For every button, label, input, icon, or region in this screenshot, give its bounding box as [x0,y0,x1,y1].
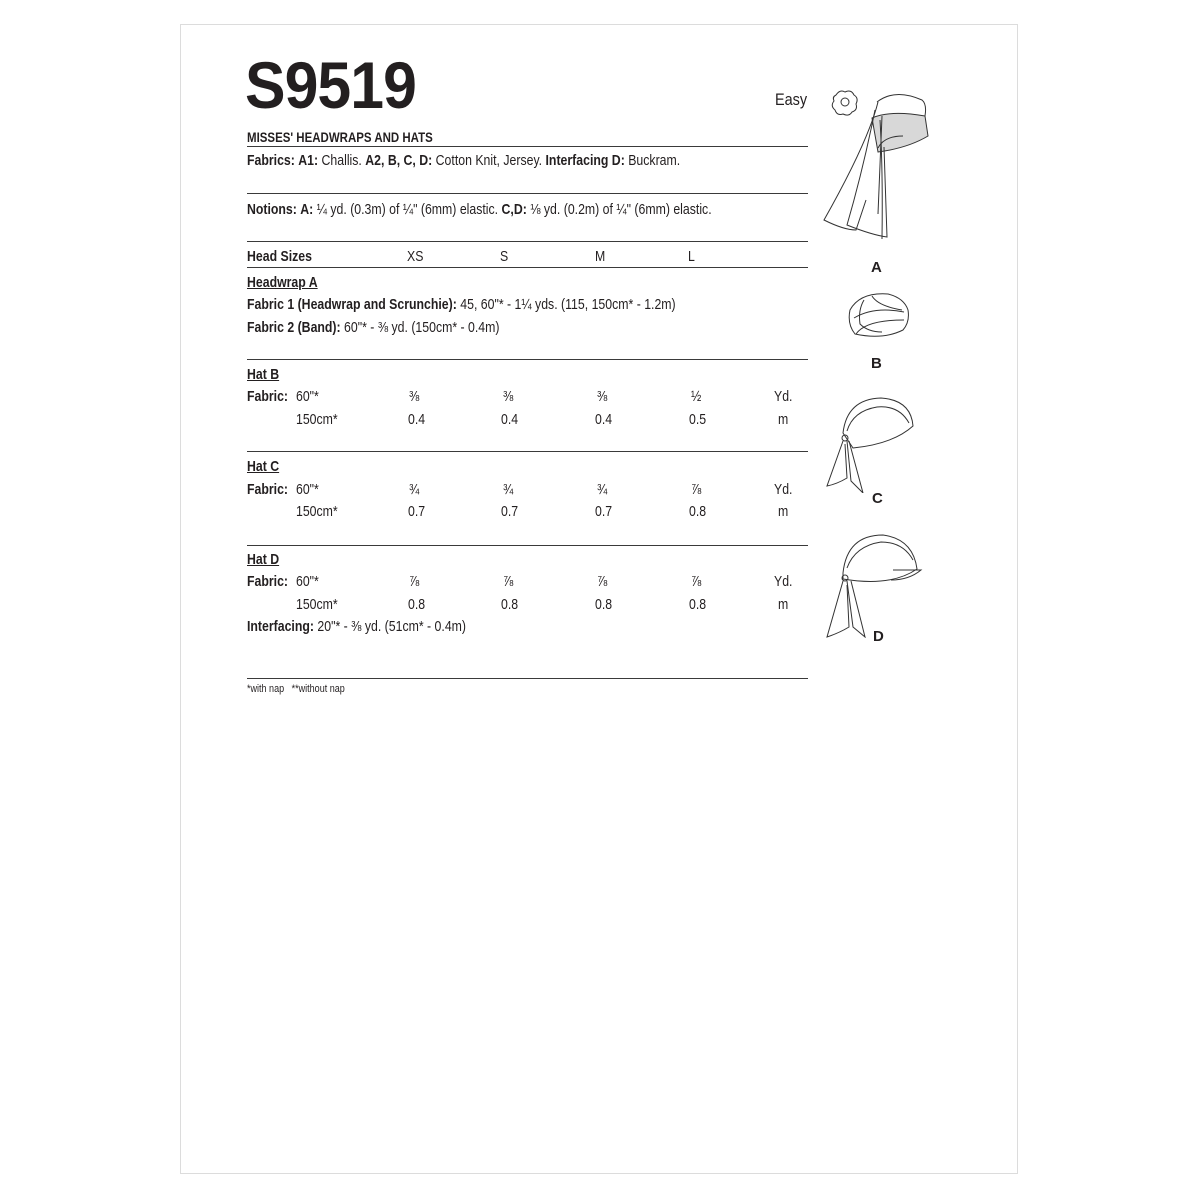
hat-d-width-150: 150cm* [296,596,338,613]
pattern-number: S9519 [245,48,416,122]
hat-d-yd-m: ⅞ [597,573,608,590]
illustration-label-a: A [871,259,882,276]
hat-b-m-l: 0.5 [689,411,707,428]
hat-c-yd-xs: ¾ [409,481,420,498]
size-xs: XS [407,248,424,265]
hat-d-illustration-icon [825,528,925,638]
fabrics-interfacing-label: Interfacing D: [545,152,625,169]
divider [247,359,808,360]
hat-c-fabric-label: Fabric: [247,481,289,498]
illustration-label-c: C [872,490,883,507]
hat-d-fabric-label: Fabric: [247,573,289,590]
hat-d-m-l: 0.8 [689,596,707,613]
fabrics-others-label: A2, B, C, D: [365,152,433,169]
fabric2-value: 60"* - ⅜ yd. (150cm* - 0.4m) [344,319,500,336]
hat-b-m-unit: m [778,411,789,428]
hat-d-heading: Hat D [247,551,280,568]
scrunchie-icon [832,91,857,115]
fabrics-interfacing-value: Buckram. [628,152,681,169]
illustration-label-d: D [873,628,884,645]
divider [247,193,808,194]
notions-a-value: ¼ yd. (0.3m) of ¼" (6mm) elastic. [316,201,499,218]
hat-d-yd-unit: Yd. [774,573,793,590]
hat-c-m-s: 0.7 [501,503,519,520]
hat-b-illustration-icon [842,290,912,345]
hat-b-width-60: 60"* [296,388,319,405]
pattern-title: MISSES' HEADWRAPS AND HATS [247,129,433,145]
hat-b-yd-m: ⅜ [597,388,608,405]
hat-c-m-xs: 0.7 [408,503,426,520]
hat-d-width-60: 60"* [296,573,319,590]
hat-c-illustration-icon [825,393,920,493]
divider [247,451,808,452]
head-sizes-label: Head Sizes [247,248,312,265]
hat-b-yd-xs: ⅜ [409,388,420,405]
notions-a-label: A: [300,201,314,218]
difficulty-label: Easy [775,90,808,109]
size-s: S [500,248,509,265]
size-m: M [595,248,606,265]
hat-b-m-xs: 0.4 [408,411,426,428]
hat-d-interfacing [247,618,466,636]
hat-b-m-s: 0.4 [501,411,519,428]
hat-b-width-150: 150cm* [296,411,338,428]
hat-c-yd-m: ¾ [597,481,608,498]
divider [247,241,808,242]
fabrics-a1-label: A1: [298,152,319,169]
hat-b-fabric-label: Fabric: [247,388,289,405]
hat-c-m-unit: m [778,503,789,520]
hat-c-yd-l: ⅞ [691,481,702,498]
hat-c-yd-s: ¾ [503,481,514,498]
hat-c-m-m: 0.7 [595,503,613,520]
hat-d-m-s: 0.8 [501,596,519,613]
divider [247,545,808,546]
hat-b-yd-s: ⅜ [503,388,514,405]
fabric1-label: Fabric 1 (Headwrap and Scrunchie): [247,296,457,313]
illustration-label-b: B [871,355,882,372]
headwrap-a-fabric2 [247,319,499,337]
size-l: L [688,248,695,265]
divider [247,678,808,679]
footnote: *with nap **without nap [247,683,345,695]
fabrics-label: Fabrics: [247,152,295,169]
divider [247,267,808,268]
hat-d-m-unit: m [778,596,789,613]
hat-c-heading: Hat C [247,458,280,475]
hat-b-yd-unit: Yd. [774,388,793,405]
interfacing-label: Interfacing: [247,618,314,635]
hat-d-m-m: 0.8 [595,596,613,613]
hat-d-yd-s: ⅞ [503,573,514,590]
hat-d-yd-xs: ⅞ [409,573,420,590]
hat-b-heading: Hat B [247,366,280,383]
fabrics-line [247,152,680,170]
notions-line [247,201,712,219]
hat-c-width-150: 150cm* [296,503,338,520]
interfacing-value: 20"* - ⅜ yd. (51cm* - 0.4m) [317,618,467,635]
hat-c-m-l: 0.8 [689,503,707,520]
notions-cd-label: C,D: [501,201,527,218]
fabric1-value: 45, 60"* - 1¼ yds. (115, 150cm* - 1.2m) [460,296,676,313]
hat-b-m-m: 0.4 [595,411,613,428]
fabrics-others-value: Cotton Knit, Jersey. [435,152,543,169]
notions-cd-value: ⅛ yd. (0.2m) of ¼" (6mm) elastic. [530,201,712,218]
hat-c-yd-unit: Yd. [774,481,793,498]
notions-label: Notions: [247,201,297,218]
headwrap-a-fabric1 [247,296,676,314]
fabrics-a1-value: Challis. [321,152,362,169]
fabric2-label: Fabric 2 (Band): [247,319,341,336]
headwrap-a-illustration-icon [812,80,932,250]
hat-c-width-60: 60"* [296,481,319,498]
hat-b-yd-l: ½ [691,388,702,405]
headwrap-a-heading: Headwrap A [247,274,318,291]
hat-d-yd-l: ⅞ [691,573,702,590]
hat-d-m-xs: 0.8 [408,596,426,613]
divider [247,146,808,147]
